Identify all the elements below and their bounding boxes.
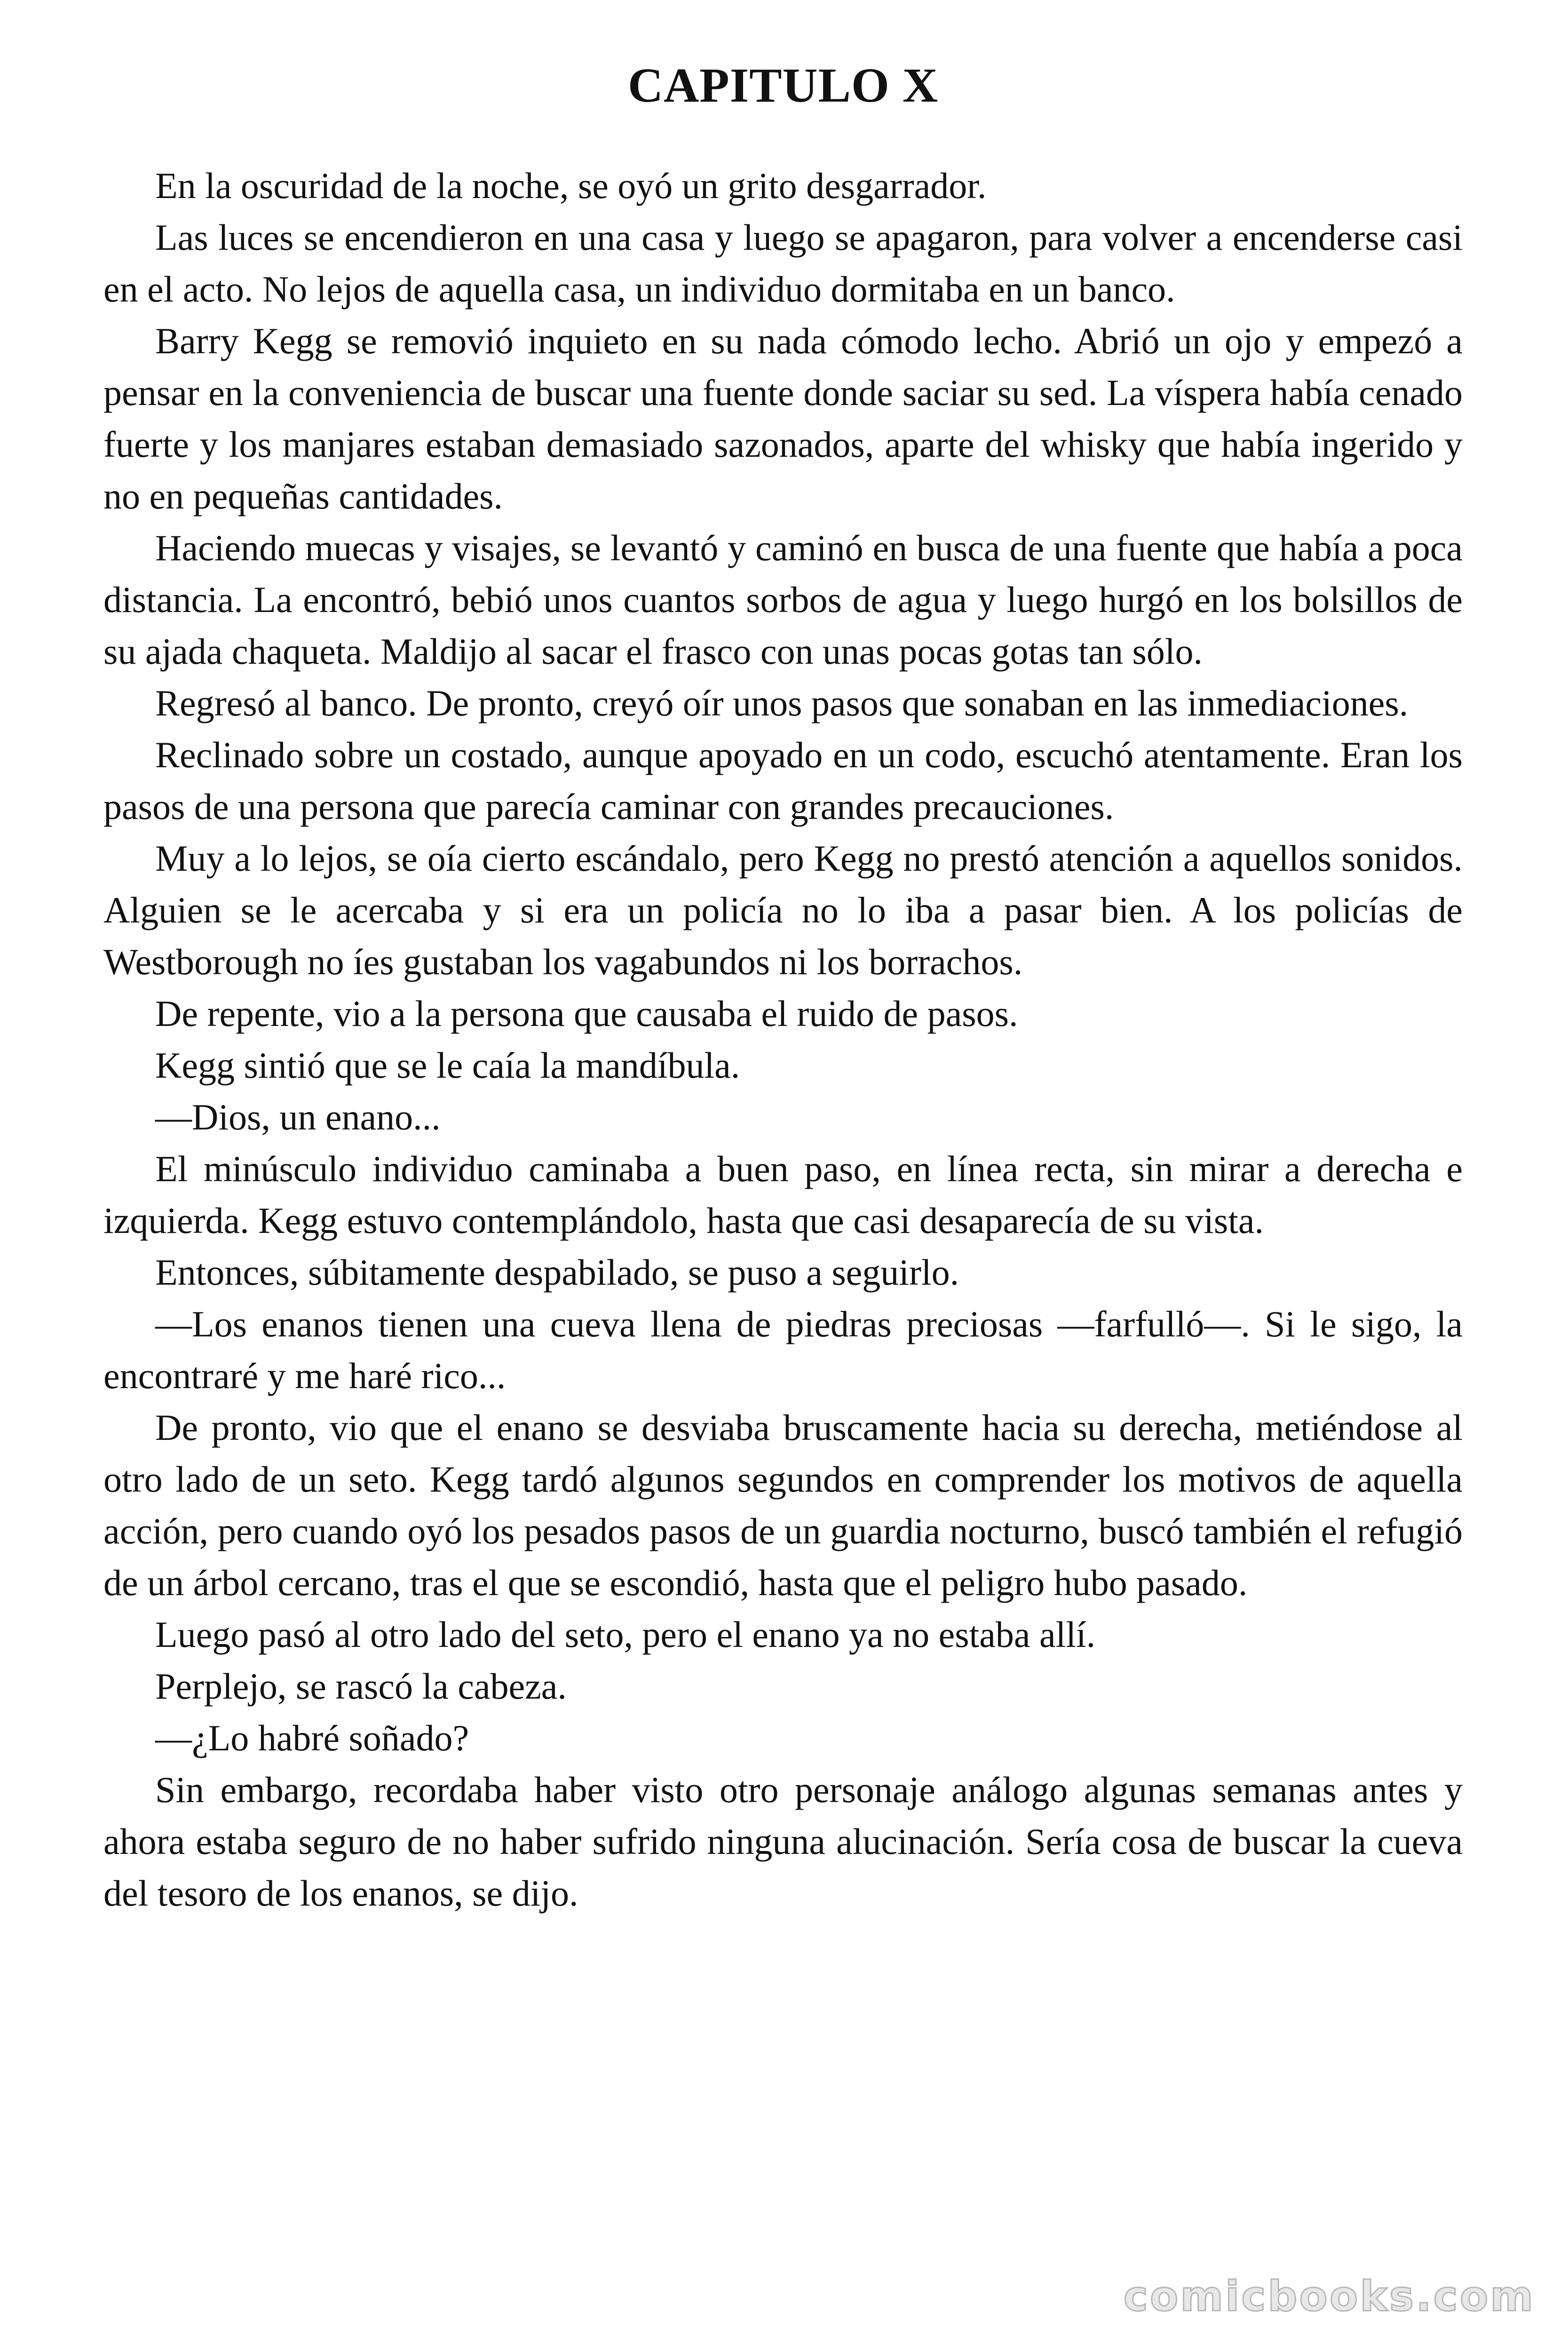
paragraph: De repente, vio a la persona que causaba el ruido de pasos. (155, 993, 1018, 1034)
paragraph: Barry Kegg se removió inquieto en su nada cómodo lecho. Abrió un ojo y empezó a pensar en la conveniencia de buscar una fuente donde saciar su sed. La víspera había cenado fuerte y los manjares estaban demasiado sazonados, aparte del whisky que había ingerido y no en pequeñas cantidades. (103, 320, 1463, 516)
paragraph: —Dios, un enano... (155, 1096, 441, 1137)
paragraph: Regresó al banco. De pronto, creyó oír unos pasos que sonaban en las inmediaciones. (155, 682, 1409, 723)
paragraph: Sin embargo, recordaba haber visto otro personaje análogo algunas semanas antes y ahora estaba seguro de no haber sufrido ninguna alucinación. Sería cosa de buscar la cueva del tesoro de los enanos, se dijo. (103, 1769, 1463, 1914)
paragraph: De pronto, vio que el enano se desviaba bruscamente hacia su derecha, metiéndose al otro lado de un seto. Kegg tardó algunos segundos en comprender los motivos de aquella acción, pero cuando oyó los pesados pasos de un guardia nocturno, buscó también el refugió de un árbol cercano, tras el que se escondió, hasta que el peligro hubo pasado. (103, 1406, 1463, 1603)
page-content (103, 56, 1463, 1919)
paragraph: —Los enanos tienen una cueva llena de piedras preciosas —farfulló—. Si le sigo, la encontraré y me haré rico... (103, 1303, 1463, 1396)
paragraph: Entonces, súbitamente despabilado, se puso a seguirlo. (155, 1251, 959, 1293)
chapter-title: CAPITULO X (627, 58, 939, 112)
chapter-body (103, 160, 1463, 1919)
paragraph: Muy a lo lejos, se oía cierto escándalo, pero Kegg no prestó atención a aquellos sonidos. Alguien se le acercaba y si era un policía no lo iba a pasar bien. A los policías de Westborough no íes gustaban los vagabundos ni los borrachos. (103, 837, 1463, 982)
paragraph: El minúsculo individuo caminaba a buen paso, en línea recta, sin mirar a derecha e izquierda. Kegg estuvo contemplándolo, hasta que casi desaparecía de su vista. (103, 1148, 1463, 1241)
watermark-text: comicbooks.com (1123, 2272, 1535, 2320)
paragraph: Kegg sintió que se le caía la mandíbula. (155, 1044, 740, 1086)
paragraph: En la oscuridad de la noche, se oyó un grito desgarrador. (155, 165, 987, 206)
paragraph: Haciendo muecas y visajes, se levantó y caminó en busca de una fuente que había a poca distancia. La encontró, bebió unos cuantos sorbos de agua y luego hurgó en los bolsillos de su ajada chaqueta. Maldijo al sacar el frasco con unas pocas gotas tan sólo. (103, 527, 1463, 672)
paragraph: Luego pasó al otro lado del seto, pero el enano ya no estaba allí. (155, 1613, 1096, 1655)
paragraph: —¿Lo habré soñado? (155, 1717, 469, 1758)
paragraph: Perplejo, se rascó la cabeza. (155, 1665, 567, 1707)
paragraph: Las luces se encendieron en una casa y luego se apagaron, para volver a encenderse casi en el acto. No lejos de aquella casa, un individuo dormitaba en un banco. (103, 216, 1463, 310)
paragraph: Reclinado sobre un costado, aunque apoyado en un codo, escuchó atentamente. Eran los pasos de una persona que parecía caminar con grandes precauciones. (103, 734, 1463, 827)
